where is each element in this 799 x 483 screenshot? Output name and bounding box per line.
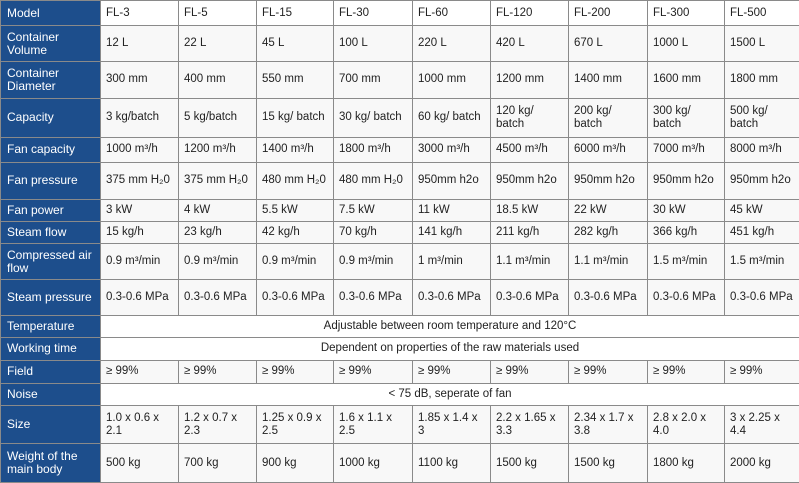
table-cell: 4 kW	[179, 199, 257, 221]
table-cell: ≥ 99%	[413, 360, 491, 383]
table-cell: 700 kg	[179, 444, 257, 483]
table-cell: 375 mm H₂0	[179, 162, 257, 199]
table-cell: 0.3-0.6 MPa	[334, 280, 413, 316]
table-cell: 7.5 kW	[334, 199, 413, 221]
column-header-fl-500: FL-500	[725, 1, 799, 26]
column-header-fl-300: FL-300	[648, 1, 725, 26]
table-cell: 1.2 x 0.7 x 2.3	[179, 406, 257, 444]
table-cell: 0.3-0.6 MPa	[257, 280, 334, 316]
row-label-fan-capacity: Fan capacity	[1, 137, 101, 162]
table-cell: 670 L	[569, 26, 648, 62]
table-cell: 4500 m³/h	[491, 137, 569, 162]
table-cell: 1800 m³/h	[334, 137, 413, 162]
table-row	[1, 162, 799, 199]
column-header-fl-3: FL-3	[101, 1, 179, 26]
table-row	[1, 444, 799, 483]
table-cell: 375 mm H₂0	[101, 162, 179, 199]
table-cell: 3 x 2.25 x 4.4	[725, 406, 799, 444]
table-cell: 0.3-0.6 MPa	[179, 280, 257, 316]
column-header-fl-60: FL-60	[413, 1, 491, 26]
table-cell: 1 m³/min	[413, 244, 491, 280]
row-label-field: Field	[1, 360, 101, 383]
header-row	[1, 1, 799, 26]
column-header-fl-5: FL-5	[179, 1, 257, 26]
table-cell: 480 mm H₂0	[334, 162, 413, 199]
table-cell: 12 L	[101, 26, 179, 62]
table-cell: 211 kg/h	[491, 222, 569, 244]
table-row	[1, 384, 799, 406]
table-cell: 3 kg/batch	[101, 98, 179, 137]
row-label-temperature: Temperature	[1, 315, 101, 337]
table-row	[1, 62, 799, 99]
table-cell: 1000 mm	[413, 62, 491, 99]
table-cell: ≥ 99%	[257, 360, 334, 383]
table-row	[1, 338, 799, 360]
table-cell: 420 L	[491, 26, 569, 62]
table-cell: 6000 m³/h	[569, 137, 648, 162]
table-cell: 1.6 x 1.1 x 2.5	[334, 406, 413, 444]
table-cell: 451 kg/h	[725, 222, 799, 244]
table-cell: 480 mm H₂0	[257, 162, 334, 199]
table-row	[1, 280, 799, 316]
table-cell: 22 L	[179, 26, 257, 62]
row-label-steam-pressure: Steam pressure	[1, 280, 101, 316]
row-label-fan-power: Fan power	[1, 199, 101, 221]
table-cell: 1000 kg	[334, 444, 413, 483]
table-cell: 1400 mm	[569, 62, 648, 99]
table-cell: 0.3-0.6 MPa	[569, 280, 648, 316]
table-cell: 2.2 x 1.65 x 3.3	[491, 406, 569, 444]
table-cell: 1.25 x 0.9 x 2.5	[257, 406, 334, 444]
table-cell: 950mm h2o	[648, 162, 725, 199]
table-row	[1, 244, 799, 280]
table-cell: ≥ 99%	[101, 360, 179, 383]
table-cell: 141 kg/h	[413, 222, 491, 244]
table-row	[1, 315, 799, 337]
table-cell: 1500 kg	[569, 444, 648, 483]
table-row	[1, 199, 799, 221]
table-cell: 1400 m³/h	[257, 137, 334, 162]
table-row	[1, 406, 799, 444]
table-row	[1, 222, 799, 244]
table-cell: ≥ 99%	[648, 360, 725, 383]
column-header-fl-200: FL-200	[569, 1, 648, 26]
table-cell: 300 kg/ batch	[648, 98, 725, 137]
table-cell: 1.5 m³/min	[725, 244, 799, 280]
table-cell: 1000 L	[648, 26, 725, 62]
table-cell: 700 mm	[334, 62, 413, 99]
table-cell: 0.3-0.6 MPa	[648, 280, 725, 316]
row-label-container-diameter: Container Diameter	[1, 62, 101, 99]
row-label-weight-of-the-main-body: Weight of the main body	[1, 444, 101, 483]
table-cell: 950mm h2o	[491, 162, 569, 199]
table-cell: 1600 mm	[648, 62, 725, 99]
table-cell: 1100 kg	[413, 444, 491, 483]
table-cell: 1.85 x 1.4 x 3	[413, 406, 491, 444]
table-cell: ≥ 99%	[491, 360, 569, 383]
row-label-size: Size	[1, 406, 101, 444]
table-cell: 550 mm	[257, 62, 334, 99]
table-cell: 400 mm	[179, 62, 257, 99]
table-cell: 900 kg	[257, 444, 334, 483]
table-cell: 100 L	[334, 26, 413, 62]
column-header-fl-120: FL-120	[491, 1, 569, 26]
row-label-noise: Noise	[1, 384, 101, 406]
table-cell: 2000 kg	[725, 444, 799, 483]
table-cell: 1000 m³/h	[101, 137, 179, 162]
table-cell: 0.9 m³/min	[334, 244, 413, 280]
column-header-fl-30: FL-30	[334, 1, 413, 26]
table-cell: 1800 mm	[725, 62, 799, 99]
table-cell: 0.3-0.6 MPa	[725, 280, 799, 316]
table-cell: 30 kg/ batch	[334, 98, 413, 137]
table-cell: 0.3-0.6 MPa	[491, 280, 569, 316]
column-header-fl-15: FL-15	[257, 1, 334, 26]
table-cell: 950mm h2o	[725, 162, 799, 199]
table-cell: 45 kW	[725, 199, 799, 221]
table-cell: 1200 mm	[491, 62, 569, 99]
row-label-container-volume: Container Volume	[1, 26, 101, 62]
table-cell: 70 kg/h	[334, 222, 413, 244]
table-cell: 200 kg/ batch	[569, 98, 648, 137]
table-cell: 220 L	[413, 26, 491, 62]
merged-value-cell: Adjustable between room temperature and 120°C	[101, 315, 799, 337]
table-cell: 950mm h2o	[569, 162, 648, 199]
table-cell: 15 kg/h	[101, 222, 179, 244]
row-label-working-time: Working time	[1, 338, 101, 360]
table-cell: 366 kg/h	[648, 222, 725, 244]
table-cell: 30 kW	[648, 199, 725, 221]
table-cell: 1800 kg	[648, 444, 725, 483]
table-cell: 500 kg	[101, 444, 179, 483]
table-cell: 0.9 m³/min	[179, 244, 257, 280]
table-cell: 7000 m³/h	[648, 137, 725, 162]
table-cell: ≥ 99%	[179, 360, 257, 383]
row-label-steam-flow: Steam flow	[1, 222, 101, 244]
table-cell: 8000 m³/h	[725, 137, 799, 162]
table-cell: 0.3-0.6 MPa	[413, 280, 491, 316]
table-cell: 0.3-0.6 MPa	[101, 280, 179, 316]
row-label-fan-pressure: Fan pressure	[1, 162, 101, 199]
table-row	[1, 360, 799, 383]
table-cell: 1.5 m³/min	[648, 244, 725, 280]
table-cell: 15 kg/ batch	[257, 98, 334, 137]
table-cell: 0.9 m³/min	[101, 244, 179, 280]
table-row	[1, 26, 799, 62]
table-row	[1, 137, 799, 162]
merged-value-cell: Dependent on properties of the raw materials used	[101, 338, 799, 360]
table-cell: ≥ 99%	[569, 360, 648, 383]
table-cell: 500 kg/ batch	[725, 98, 799, 137]
row-label-capacity: Capacity	[1, 98, 101, 137]
table-cell: 1.1 m³/min	[569, 244, 648, 280]
table-cell: 2.8 x 2.0 x 4.0	[648, 406, 725, 444]
table-cell: 282 kg/h	[569, 222, 648, 244]
table-cell: 23 kg/h	[179, 222, 257, 244]
row-label-model: Model	[1, 1, 101, 26]
table-body	[1, 1, 799, 483]
table-cell: 1200 m³/h	[179, 137, 257, 162]
table-cell: 5 kg/batch	[179, 98, 257, 137]
merged-value-cell: < 75 dB, seperate of fan	[101, 384, 799, 406]
table-cell: 5.5 kW	[257, 199, 334, 221]
table-cell: 950mm h2o	[413, 162, 491, 199]
table-cell: ≥ 99%	[725, 360, 799, 383]
table-cell: 2.34 x 1.7 x 3.8	[569, 406, 648, 444]
table-row	[1, 98, 799, 137]
table-cell: 1.0 x 0.6 x 2.1	[101, 406, 179, 444]
table-cell: 120 kg/ batch	[491, 98, 569, 137]
table-cell: 1500 kg	[491, 444, 569, 483]
table-cell: 60 kg/ batch	[413, 98, 491, 137]
row-label-compressed-air-flow: Compressed air flow	[1, 244, 101, 280]
table-cell: 22 kW	[569, 199, 648, 221]
table-cell: 11 kW	[413, 199, 491, 221]
table-cell: 3000 m³/h	[413, 137, 491, 162]
table-cell: 300 mm	[101, 62, 179, 99]
table-cell: 0.9 m³/min	[257, 244, 334, 280]
table-cell: 42 kg/h	[257, 222, 334, 244]
table-cell: 1.1 m³/min	[491, 244, 569, 280]
table-cell: 45 L	[257, 26, 334, 62]
table-cell: 1500 L	[725, 26, 799, 62]
table-cell: 18.5 kW	[491, 199, 569, 221]
table-cell: 3 kW	[101, 199, 179, 221]
table-cell: ≥ 99%	[334, 360, 413, 383]
